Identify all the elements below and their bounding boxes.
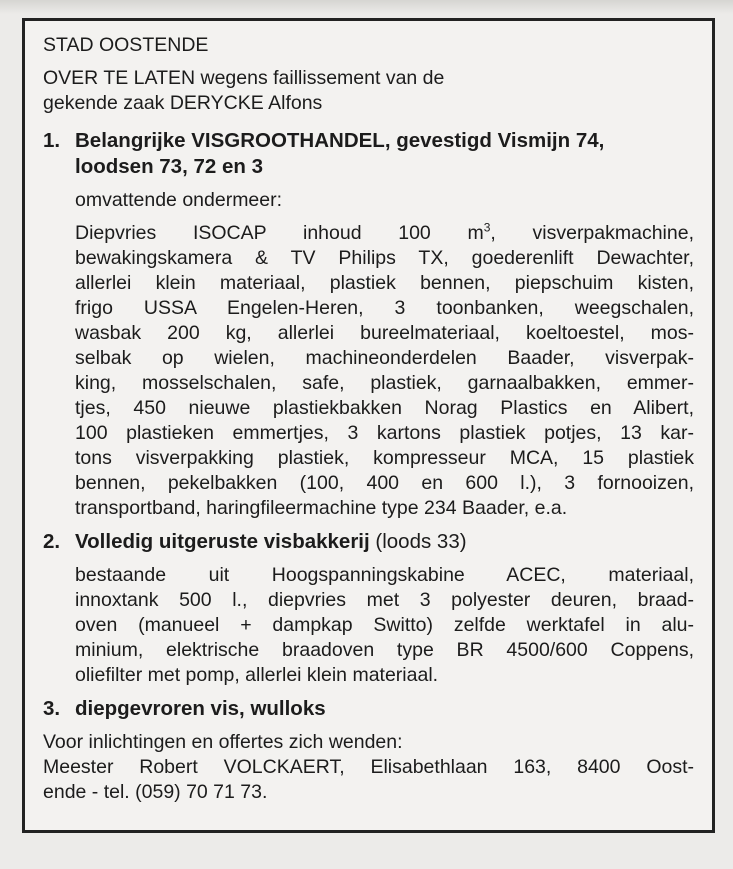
body-line: selbak op wielen, machineonderdelen Baader, visverpak- bbox=[75, 347, 694, 369]
item-1-heading bbox=[43, 128, 694, 180]
body-line: frigo USSA Engelen-Heren, 3 toonbanken, weegschalen, bbox=[75, 297, 694, 319]
item-2-body bbox=[43, 563, 694, 688]
item-number: 2. bbox=[43, 530, 61, 553]
body-line: Diepvries ISOCAP inhoud 100 $m^3$, visverpakmachine, bbox=[75, 220, 694, 244]
item-subheading: omvattende ondermeer: bbox=[75, 189, 283, 211]
item-title: diepgevroren vis, wulloks bbox=[75, 697, 326, 720]
body-line: 100 plastieken emmertjes, 3 kartons plastiek potjes, 13 kar- bbox=[75, 422, 694, 444]
body-line: tons visverpakking plastiek, kompresseur MCA, 15 plastiek bbox=[75, 447, 694, 469]
item-title: loodsen 73, 72 en 3 bbox=[75, 155, 263, 178]
item-3-heading bbox=[43, 696, 694, 722]
page-top-edge bbox=[0, 0, 733, 14]
item-title-suffix: (loods 33) bbox=[369, 530, 467, 553]
intro-line: OVER TE LATEN wegens faillissement van de bbox=[43, 67, 445, 89]
body-line: transportband, haringfileermachine type 234 Baader, e.a. bbox=[75, 497, 568, 519]
body-line: minium, elektrische braadoven type BR 4500/600 Coppens, bbox=[75, 639, 694, 661]
item-1-body bbox=[43, 221, 694, 521]
item-number: 1. bbox=[43, 129, 61, 152]
contact-line: Voor inlichtingen en offertes zich wenden: bbox=[43, 731, 403, 753]
body-line: bestaande uit Hoogspanningskabine ACEC, materiaal, bbox=[75, 564, 694, 586]
item-title: Belangrijke VISGROOTHANDEL, gevestigd Vismijn 74, bbox=[75, 129, 605, 152]
body-line: king, mosselschalen, safe, plastiek, garnaalbakken, emmer- bbox=[75, 372, 694, 394]
item-title: Volledig uitgeruste visbakkerij bbox=[75, 530, 370, 553]
body-line: wasbak 200 kg, allerlei bureelmateriaal, koeltoestel, mos- bbox=[75, 322, 694, 344]
body-line: allerlei klein materiaal, plastiek bennen, piepschuim kisten, bbox=[75, 272, 694, 294]
contact-line: Meester Robert VOLCKAERT, Elisabethlaan 163, 8400 Oost- bbox=[43, 756, 694, 778]
city-heading: STAD OOSTENDE bbox=[43, 34, 209, 56]
contact-block bbox=[43, 730, 694, 805]
body-line: oliefilter met pomp, allerlei klein materiaal. bbox=[75, 664, 439, 686]
body-line: bennen, pekelbakken (100, 400 en 600 l.), 3 fornooizen, bbox=[75, 472, 694, 494]
body-line: bewakingskamera & TV Philips TX, goederenlift Dewachter, bbox=[75, 247, 694, 269]
item-2-heading bbox=[43, 529, 694, 555]
advertisement-box bbox=[22, 18, 715, 833]
contact-line: ende - tel. (059) 70 71 73. bbox=[43, 781, 268, 803]
body-line: innoxtank 500 l., diepvries met 3 polyester deuren, braad- bbox=[75, 589, 694, 611]
body-line: oven (manueel + dampkap Switto) zelfde werktafel in alu- bbox=[75, 614, 694, 636]
body-line: tjes, 450 nieuwe plastiekbakken Norag Plastics en Alibert, bbox=[75, 397, 694, 419]
intro-line: gekende zaak DERYCKE Alfons bbox=[43, 92, 323, 114]
item-number: 3. bbox=[43, 697, 61, 720]
